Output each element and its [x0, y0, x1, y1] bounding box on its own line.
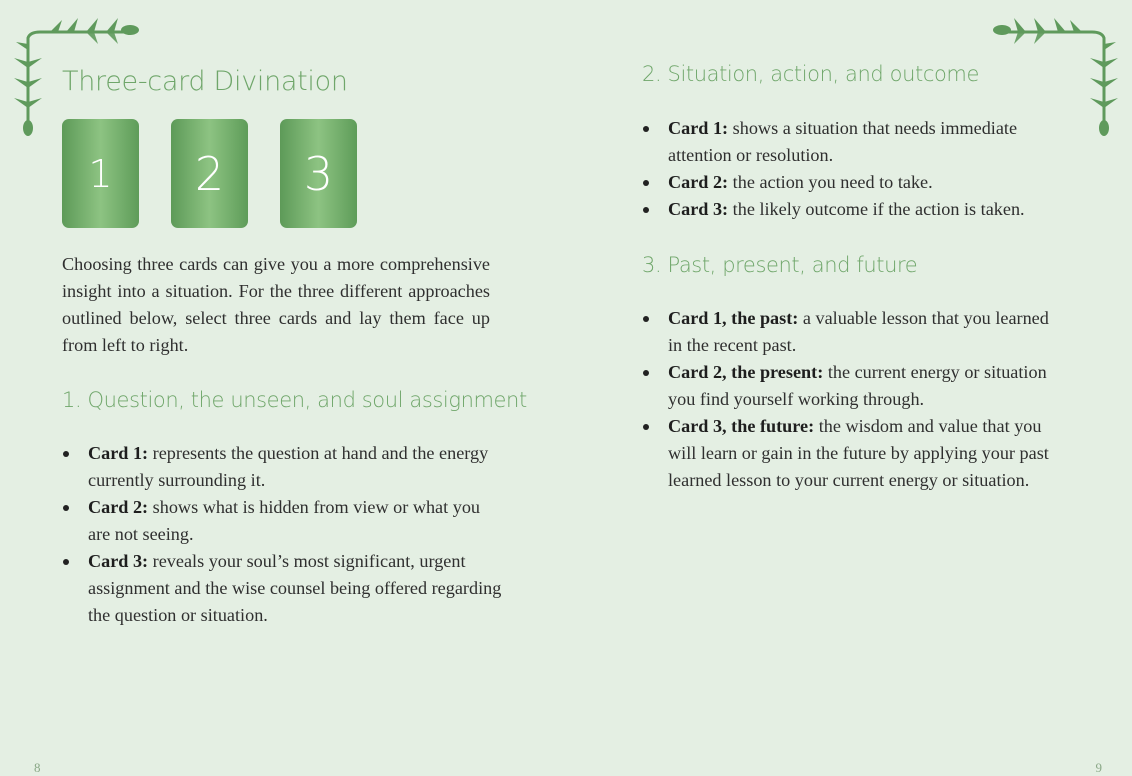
section-3-heading: 3. Past, present, and future: [642, 253, 918, 277]
item-label: Card 1, the past:: [668, 308, 799, 328]
item-text: represents the question at hand and the energy currently surrounding it.: [88, 443, 489, 490]
item-label: Card 3:: [88, 551, 149, 571]
section-1-list: [62, 440, 502, 629]
section-3-list: [642, 305, 1062, 494]
item-text: the current energy or situation you find yourself working through.: [668, 362, 1047, 409]
card-row: [62, 119, 357, 228]
list-item: [642, 196, 1082, 223]
intro-paragraph: Choosing three cards can give you a more comprehensive insight into a situation. For the three different approaches outlined below, select three cards and lay them face up from left to right.: [62, 254, 490, 355]
item-label: Card 3, the future:: [668, 416, 815, 436]
card-1: 1: [62, 119, 139, 228]
list-item: [62, 494, 502, 548]
item-text: the wisdom and value that you will learn or gain in the future by applying your past learned lesson to your current energy or situation.: [668, 416, 1049, 490]
page-title: Three-card Divination: [62, 66, 348, 97]
item-label: Card 1:: [88, 443, 149, 463]
card-3: 3: [280, 119, 357, 228]
item-label: Card 3:: [668, 199, 729, 219]
right-page: [566, 0, 1132, 775]
list-item: [62, 440, 502, 494]
page-number: 9: [1095, 760, 1102, 775]
list-item: [642, 359, 1062, 413]
list-item: [642, 115, 1082, 169]
card-2: 2: [171, 119, 248, 228]
item-text: reveals your soul’s most significant, urgent assignment and the wise counsel being offered regarding the question or situation.: [88, 551, 502, 625]
item-text: shows what is hidden from view or what you are not seeing.: [88, 497, 481, 544]
item-text: the action you need to take.: [728, 172, 933, 192]
section-2-heading: 2. Situation, action, and outcome: [642, 62, 980, 86]
list-item: [642, 413, 1062, 494]
section-1-heading: 1. Question, the unseen, and soul assignment: [62, 388, 527, 412]
item-label: Card 2:: [668, 172, 729, 192]
list-item: [642, 169, 1082, 196]
item-label: Card 1:: [668, 118, 729, 138]
item-text: the likely outcome if the action is taken.: [728, 199, 1025, 219]
list-item: [62, 548, 502, 629]
item-label: Card 2:: [88, 497, 149, 517]
section-2-list: [642, 115, 1082, 223]
item-text: shows a situation that needs immediate attention or resolution.: [668, 118, 1018, 165]
item-text: a valuable lesson that you learned in the recent past.: [668, 308, 1049, 355]
item-label: Card 2, the present:: [668, 362, 824, 382]
page-number: 8: [34, 760, 41, 775]
list-item: [642, 305, 1062, 359]
left-page: [0, 0, 566, 775]
